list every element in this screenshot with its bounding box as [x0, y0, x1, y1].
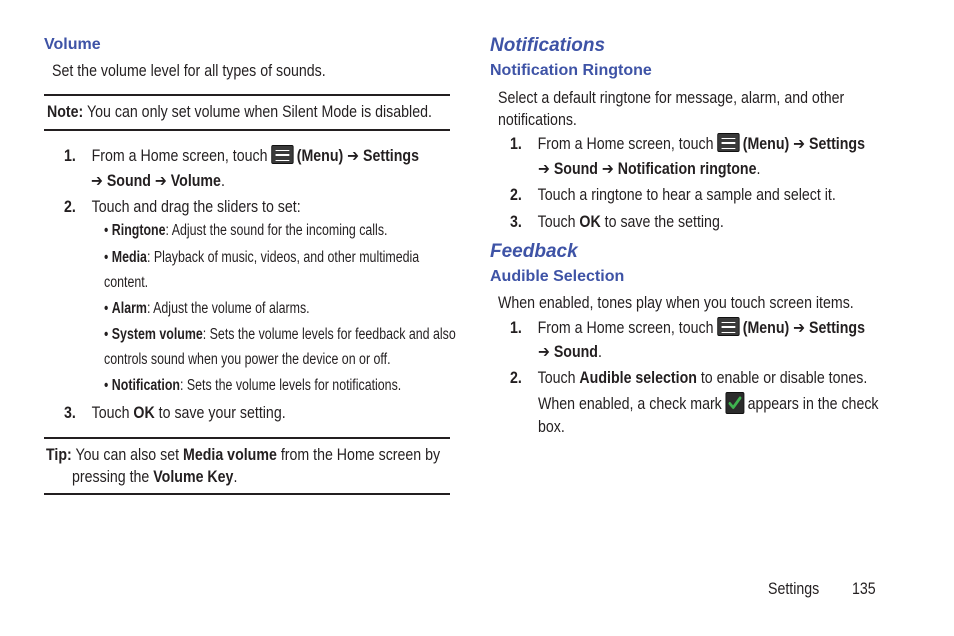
- feedback-heading: Feedback: [490, 241, 578, 262]
- note: Note: You can only set volume when Silent Mode is disabled.: [47, 103, 432, 121]
- notification-ringtone-heading: Notification Ringtone: [490, 62, 652, 79]
- bullet-ringtone: • Ringtone: Adjust the sound for the incoming calls.: [104, 222, 388, 239]
- bullet-notification: • Notification: Sets the volume levels for notifications.: [104, 377, 402, 394]
- tip-bottom-rule: [44, 493, 450, 495]
- note-bottom-rule: [44, 129, 450, 131]
- ringtone-step-3: 3. Touch OK to save the setting.: [510, 213, 724, 231]
- ringtone-description: Select a default ringtone for message, alarm, and other: [498, 89, 845, 107]
- volume-step-2: 2. Touch and drag the sliders to set:: [64, 198, 301, 216]
- notifications-heading: Notifications: [490, 35, 606, 56]
- ringtone-description-cont: notifications.: [498, 111, 577, 129]
- bullet-system-volume: • System volume: Sets the volume levels for feedback and also: [104, 326, 456, 343]
- volume-step-1-cont: ➔ Sound ➔ Volume.: [91, 172, 225, 190]
- audible-step-1: 1. From a Home screen, touch (Menu) ➔ Settings: [510, 319, 865, 337]
- tip-cont: pressing the Volume Key.: [72, 468, 238, 486]
- tip: Tip: You can also set Media volume from the Home screen by: [46, 446, 441, 464]
- bullet-media-cont: content.: [104, 274, 149, 291]
- bullet-media: • Media: Playback of music, videos, and other multimedia: [104, 249, 420, 266]
- volume-step-3: 3. Touch OK to save your setting.: [64, 404, 286, 422]
- bullet-alarm: • Alarm: Adjust the volume of alarms.: [104, 300, 310, 317]
- tip-top-rule: [44, 437, 450, 439]
- volume-heading: Volume: [44, 36, 101, 53]
- footer-section: Settings: [768, 580, 820, 598]
- page-number: 135: [852, 580, 876, 598]
- audible-description: When enabled, tones play when you touch screen items.: [498, 294, 854, 312]
- audible-step-2-cont2: box.: [538, 418, 565, 436]
- ringtone-step-1: 1. From a Home screen, touch (Menu) ➔ Settings: [510, 135, 865, 153]
- menu-icon: [271, 145, 293, 164]
- ringtone-step-1-cont: ➔ Sound ➔ Notification ringtone.: [538, 160, 761, 178]
- menu-icon: [717, 317, 739, 336]
- check-mark-icon: [725, 392, 744, 414]
- audible-step-2: 2. Touch Audible selection to enable or disable tones.: [510, 369, 868, 387]
- note-top-rule: [44, 94, 450, 96]
- bullet-system-volume-cont: controls sound when you power the device on or off.: [104, 351, 391, 368]
- menu-icon: [717, 133, 739, 152]
- audible-step-2-cont: When enabled, a check mark appears in the check: [538, 392, 934, 415]
- volume-step-1: 1. From a Home screen, touch (Menu) ➔ Settings: [64, 147, 419, 165]
- audible-selection-heading: Audible Selection: [490, 268, 625, 285]
- audible-step-1-cont: ➔ Sound.: [538, 343, 602, 361]
- volume-description: Set the volume level for all types of sounds.: [52, 62, 326, 80]
- ringtone-step-2: 2. Touch a ringtone to hear a sample and select it.: [510, 186, 836, 204]
